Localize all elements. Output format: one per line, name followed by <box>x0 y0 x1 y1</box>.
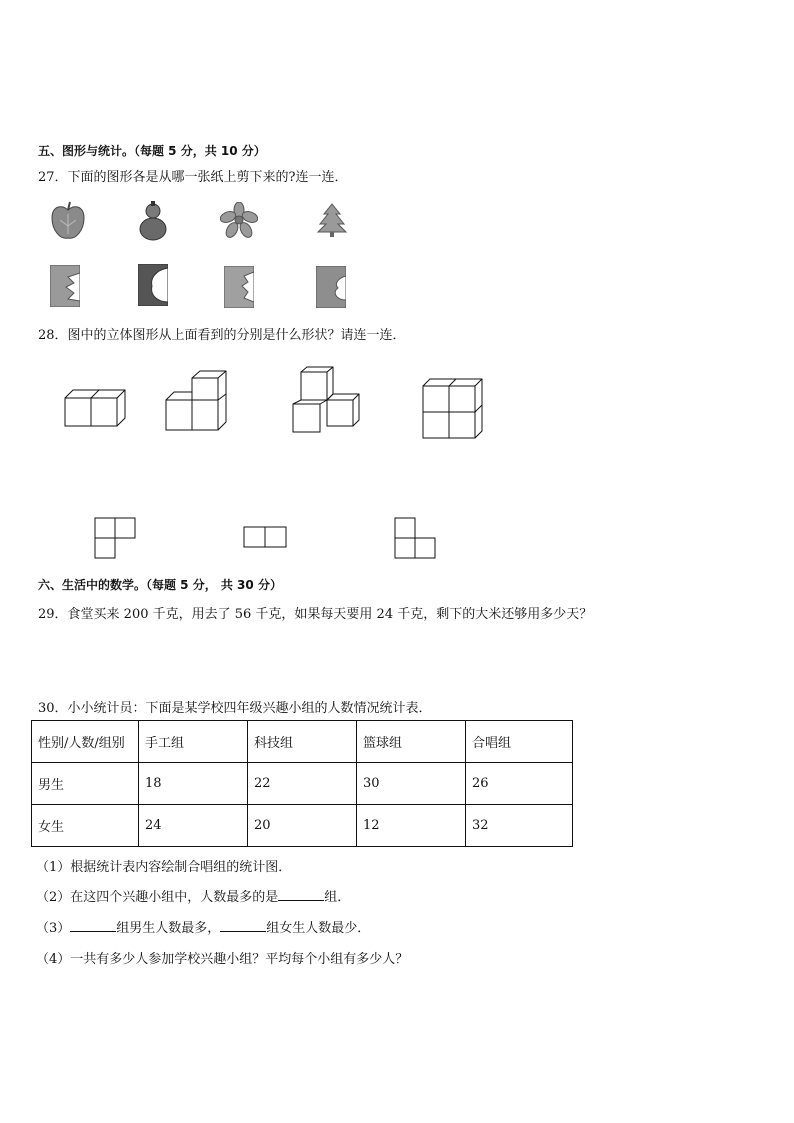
gourd-icon <box>136 200 170 242</box>
paper-with-flower-cutout <box>224 266 254 308</box>
stats-table <box>31 720 573 847</box>
table-row <box>32 805 573 847</box>
table-cell: 20 <box>248 805 357 847</box>
sub-question-2 <box>36 886 350 905</box>
question-30-text: 30．小小统计员：下面是某学校四年级兴趣小组的人数情况统计表． <box>38 701 432 716</box>
answer-blank[interactable] <box>70 919 116 932</box>
two-cubes-row <box>64 384 126 430</box>
paper-with-gourd-cutout <box>138 264 168 306</box>
table-header-cell: 合唱组 <box>466 721 573 763</box>
table-cell: 26 <box>466 763 573 805</box>
paper-with-apple-cutout <box>50 265 80 307</box>
sub-question-2-suffix: 组． <box>324 890 351 905</box>
sub-question-3-middle: 组男生人数最多， <box>116 921 221 936</box>
stacked-l-solid <box>165 370 227 432</box>
table-header-row <box>32 721 573 763</box>
table-cell: 女生 <box>32 805 139 847</box>
question-27-text: 27．下面的图形各是从哪一张纸上剪下来的?连一连． <box>38 170 348 185</box>
table-header-cell: 科技组 <box>248 721 357 763</box>
answer-blank[interactable] <box>220 919 266 932</box>
table-header-cell: 篮球组 <box>357 721 466 763</box>
four-cube-block <box>422 378 484 440</box>
l-shape-top-view <box>94 517 136 559</box>
apple-icon <box>48 200 88 242</box>
two-squares-view <box>243 526 287 548</box>
table-cell: 男生 <box>32 763 139 805</box>
table-cell: 18 <box>139 763 248 805</box>
question-29-text: 29．食堂买来 200 千克，用去了 56 千克，如果每天要用 24 千克，剩下的大米还够用多少天？ <box>38 607 593 622</box>
sub-question-2-text: （2）在这四个兴趣小组中，人数最多的是 <box>36 890 279 905</box>
table-cell: 12 <box>357 805 466 847</box>
sub-question-4: （4）一共有多少人参加学校兴趣小组？平均每个小组有多少人？ <box>36 952 409 967</box>
sub-question-3-prefix: （3） <box>36 921 71 936</box>
step-l-view <box>394 517 436 559</box>
table-header-cell: 手工组 <box>139 721 248 763</box>
answer-blank[interactable] <box>278 888 324 901</box>
section-6-title: 六、生活中的数学。（每题 5 分， 共 30 分） <box>38 578 282 592</box>
table-cell: 22 <box>248 763 357 805</box>
table-row <box>32 763 573 805</box>
sub-question-3 <box>36 917 370 936</box>
sub-question-3-suffix: 组女生人数最少． <box>266 921 371 936</box>
section-5-title: 五、图形与统计。（每题 5 分，共 10 分） <box>38 144 266 158</box>
table-cell: 32 <box>466 805 573 847</box>
question-28-text: 28．图中的立体图形从上面看到的分别是什么形状？请连一连． <box>38 328 406 343</box>
pyramid-solid <box>292 366 362 434</box>
paper-with-tree-cutout <box>316 266 346 308</box>
table-cell: 30 <box>357 763 466 805</box>
sub-question-1: （1）根据统计表内容绘制合唱组的统计图． <box>36 860 292 875</box>
table-cell: 24 <box>139 805 248 847</box>
flower-icon <box>220 202 258 238</box>
table-header-cell: 性别/人数/组别 <box>32 721 139 763</box>
tree-icon <box>314 202 350 238</box>
